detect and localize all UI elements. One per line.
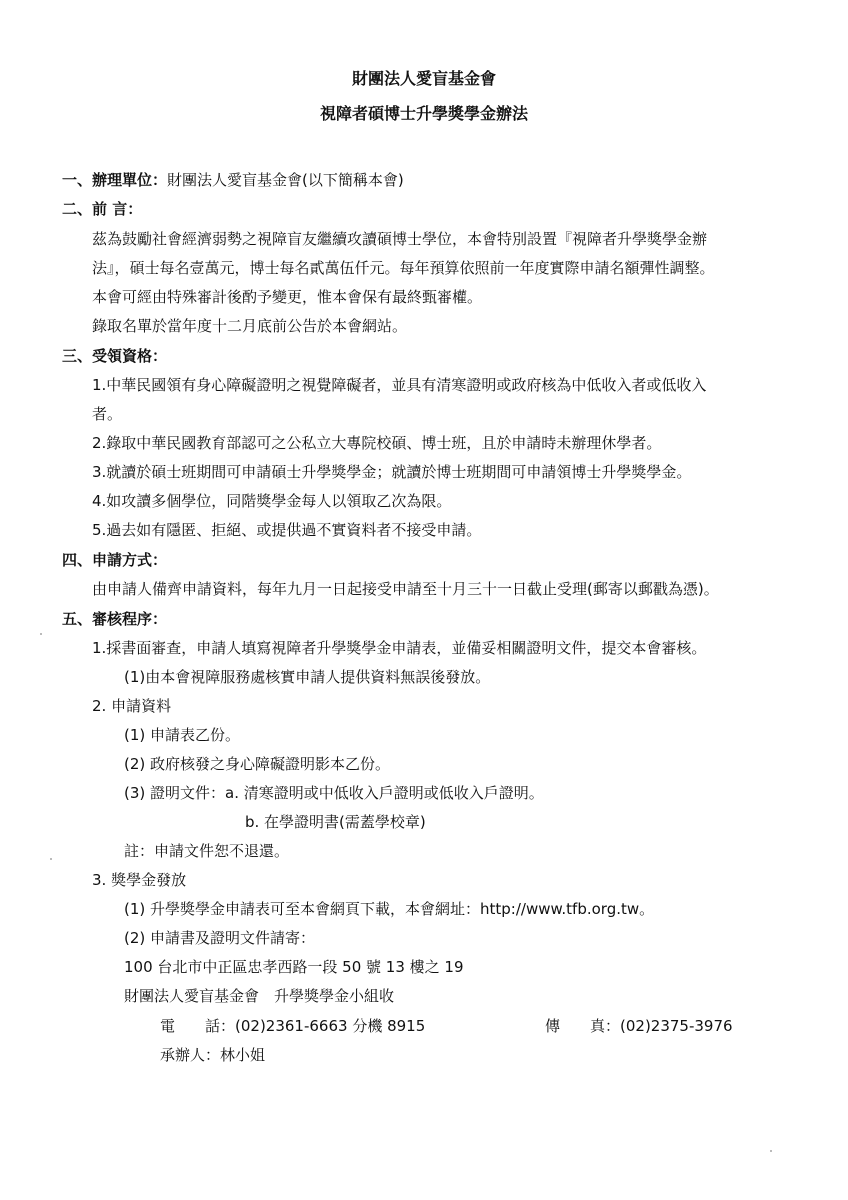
review-note: 註：申請文件恕不退還。 [124,842,290,860]
section-1-text: 財團法人愛盲基金會(以下簡稱本會) [167,171,404,189]
mailing-recipient: 財團法人愛盲基金會 升學獎學金小組收 [124,987,395,1005]
review-2a: (1) 申請表乙份。 [124,726,241,744]
phone-number: 電 話：(02)2361-6663 分機 8915 [160,1017,426,1035]
preface-line-4: 錄取名單於當年度十二月底前公告於本會網站。 [92,317,408,335]
org-title: 財團法人愛盲基金會 [351,69,496,88]
preface-line-3: 本會可經由特殊審計後酌予變更，惟本會保有最終甄審權。 [92,288,483,306]
contact-person: 承辦人：林小姐 [160,1046,266,1064]
eligibility-4: 4.如攻讀多個學位，同階獎學金每人以領取乙次為限。 [92,492,452,510]
fax-number: 傳 真：(02)2375-3976 [545,1017,733,1035]
eligibility-2: 2.錄取中華民國教育部認可之公私立大專院校碩、博士班，且於申請時未辦理休學者。 [92,434,662,452]
section-5-label: 五、審核程序： [62,610,168,628]
section-1 [62,170,404,190]
eligibility-1: 1.中華民國領有身心障礙證明之視覺障礙者，並具有清寒證明或政府核為中低收入者或低收入 [92,376,707,394]
review-3: 3. 獎學金發放 [92,871,187,889]
eligibility-1-cont: 者。 [92,405,123,423]
review-3b: (2) 申請書及證明文件請寄： [124,929,316,947]
review-2: 2. 申請資料 [92,697,172,715]
eligibility-5: 5.過去如有隱匿、拒絕、或提供過不實資料者不接受申請。 [92,521,482,539]
scan-speck [770,1150,772,1152]
review-2d: b. 在學證明書(需蓋學校章) [245,813,426,831]
section-2-label: 二、前 言： [62,200,143,218]
review-1a: (1)由本會視障服務處核實申請人提供資料無誤後發放。 [124,668,491,686]
review-1: 1.採書面審查，申請人填寫視障者升學獎學金申請表，並備妥相關證明文件，提交本會審核。 [92,639,707,657]
preface-line-2: 法』，碩士每名壹萬元，博士每名貳萬伍仟元。每年預算依照前一年度實際申請名額彈性調整。 [92,259,715,277]
section-3-label: 三、受領資格： [62,347,168,365]
section-1-label: 一、辦理單位： [62,171,168,189]
preface-line-1: 茲為鼓勵社會經濟弱勢之視障盲友繼續攻讀碩博士學位，本會特別設置『視障者升學獎學金辦 [92,230,708,248]
doc-title: 視障者碩博士升學獎學金辦法 [319,104,528,123]
eligibility-3: 3.就讀於碩士班期間可申請碩士升學獎學金；就讀於博士班期間可申請領博士升學獎學金。 [92,463,692,481]
review-2b: (2) 政府核發之身心障礙證明影本乙份。 [124,755,391,773]
scan-speck [50,858,52,860]
application-text: 由申請人備齊申請資料，每年九月一日起接受申請至十月三十一日截止受理(郵寄以郵戳為憑)。 [92,580,719,598]
review-2c: (3) 證明文件：a. 清寒證明或中低收入戶證明或低收入戶證明。 [124,784,544,802]
scan-speck [40,633,42,635]
section-4-label: 四、申請方式： [62,551,168,569]
mailing-address: 100 台北市中正區忠孝西路一段 50 號 13 樓之 19 [124,958,464,976]
review-3a: (1) 升學獎學金申請表可至本會網頁下載，本會網址：http://www.tfb.org.tw。 [124,900,655,918]
